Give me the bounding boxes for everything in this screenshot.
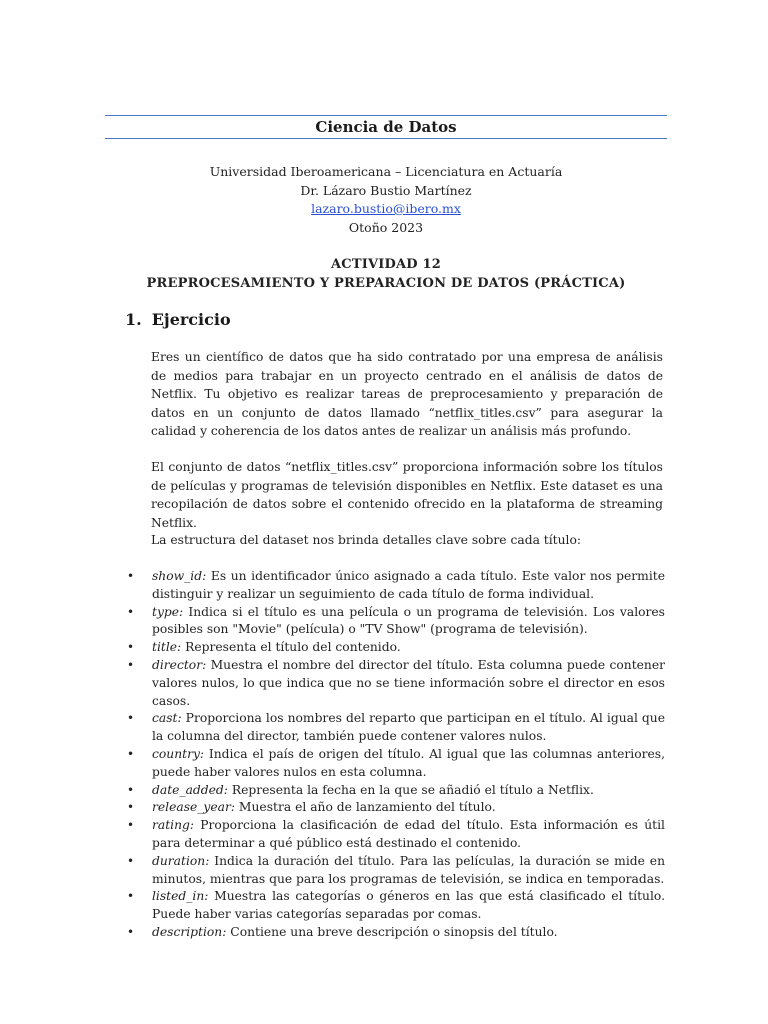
field-description: Indica el país de origen del título. Al igual que las columnas anteriores, puede haber valores nulos en esta columna.: [152, 746, 665, 779]
list-item: [125, 853, 665, 889]
section-number: 1.: [125, 310, 142, 329]
activity-title: PREPROCESAMIENTO Y PREPARACION DE DATOS (PRÁCTICA): [146, 276, 626, 291]
bullet-icon: •: [127, 889, 135, 904]
term-line: Otoño 2023: [348, 219, 424, 235]
field-description: Muestra el nombre del director del título. Esta columna puede contener valores nulos, lo que indica que no se tiene información sobre el director en esos casos.: [152, 657, 665, 708]
field-description: Proporciona los nombres del reparto que participan en el título. Al igual que la columna del director, también puede contener valores nulos.: [152, 711, 665, 744]
list-item: [125, 657, 665, 710]
field-description: Representa la fecha en la que se añadió el título a Netflix.: [227, 782, 594, 797]
bullet-icon: •: [127, 569, 135, 583]
field-description: Representa el título del contenido.: [181, 640, 401, 655]
list-item: [125, 782, 665, 800]
list-item: [125, 799, 665, 817]
list-item: [125, 924, 665, 942]
field-list: [125, 568, 665, 942]
field-name: type:: [152, 604, 184, 619]
field-description: Es un identificador único asignado a cada título. Este valor nos permite distinguir y realizar un seguimiento de cada título de forma individual.: [152, 569, 665, 601]
list-item: [125, 604, 665, 640]
list-item: [125, 817, 665, 853]
paragraph-intro: Eres un científico de datos que ha sido contratado por una empresa de análisis de medios para trabajar en un proyecto centrado en el análisis de datos de Netflix. Tu objetivo es realizar tareas de preprocesamiento y preparación de datos en un conjunto de datos llamado “netflix_titles.csv” para asegurar la calidad y coherencia de los datos antes de realizar un análisis más profundo.: [151, 350, 663, 439]
field-description: Proporciona la clasificación de edad del título. Esta información es útil para determinar a qué público está destinado el contenido.: [152, 818, 665, 850]
bullet-icon: •: [127, 640, 135, 655]
field-name: listed_in:: [152, 889, 209, 904]
bullet-icon: •: [127, 782, 135, 797]
bullet-icon: •: [127, 924, 135, 939]
email-link[interactable]: lazaro.bustio@ibero.mx: [311, 201, 461, 216]
list-item: [125, 710, 665, 746]
section-title: Ejercicio: [151, 310, 231, 329]
field-name: country:: [152, 746, 205, 761]
bullet-icon: •: [127, 711, 135, 726]
field-name: show_id:: [152, 569, 207, 583]
field-description: Indica si el título es una película o un programa de televisión. Los valores posibles son "Movie" (película) o "TV Show" (programa de televisión).: [152, 604, 665, 637]
field-description: Muestra las categorías o géneros en las que está clasificado el título. Puede haber varias categorías separadas por comas.: [152, 889, 665, 922]
bullet-icon: •: [127, 818, 135, 833]
field-name: cast:: [152, 711, 182, 726]
list-item: [125, 639, 665, 657]
list-item: [125, 568, 665, 604]
field-name: description:: [152, 924, 227, 939]
university-line: Universidad Iberoamericana – Licenciatura en Actuaría: [209, 164, 563, 179]
field-name: duration:: [152, 853, 210, 868]
professor-line: Dr. Lázaro Bustio Martínez: [300, 182, 472, 198]
field-description: Contiene una breve descripción o sinopsis del título.: [226, 924, 558, 939]
list-item: [125, 746, 665, 782]
field-name: rating:: [152, 818, 195, 833]
bullet-icon: •: [127, 657, 135, 672]
bullet-icon: •: [127, 604, 135, 619]
course-title: Ciencia de Datos: [315, 118, 457, 136]
section-heading: [125, 310, 231, 329]
bullet-icon: •: [127, 800, 135, 815]
field-description: Indica la duración del título. Para las películas, la duración se mide en minutos, mientras que para los programas de televisión, se indica en temporadas.: [152, 853, 665, 886]
field-name: release_year:: [152, 800, 236, 815]
header-bottom-rule: [105, 138, 667, 139]
list-item: [125, 888, 665, 924]
activity-heading: [105, 255, 667, 293]
field-description: Muestra el año de lanzamiento del título.: [235, 800, 496, 815]
activity-number: ACTIVIDAD 12: [330, 257, 441, 272]
bullet-icon: •: [127, 853, 135, 868]
field-name: date_added:: [152, 782, 228, 797]
header-info: [105, 163, 667, 237]
field-name: title:: [152, 640, 182, 655]
paragraph-dataset: El conjunto de datos “netflix_titles.csv” proporciona información sobre los títulos de películas y programas de televisión disponibles en Netflix. Este dataset es una recopilación de datos sobre el contenido ofrecido en la plataforma de streaming Netflix.: [151, 460, 663, 530]
field-name: director:: [152, 657, 207, 672]
bullet-icon: •: [127, 746, 135, 761]
paragraph-structure: La estructura del dataset nos brinda detalles clave sobre cada título:: [151, 533, 582, 547]
header-top-rule: [105, 115, 667, 116]
